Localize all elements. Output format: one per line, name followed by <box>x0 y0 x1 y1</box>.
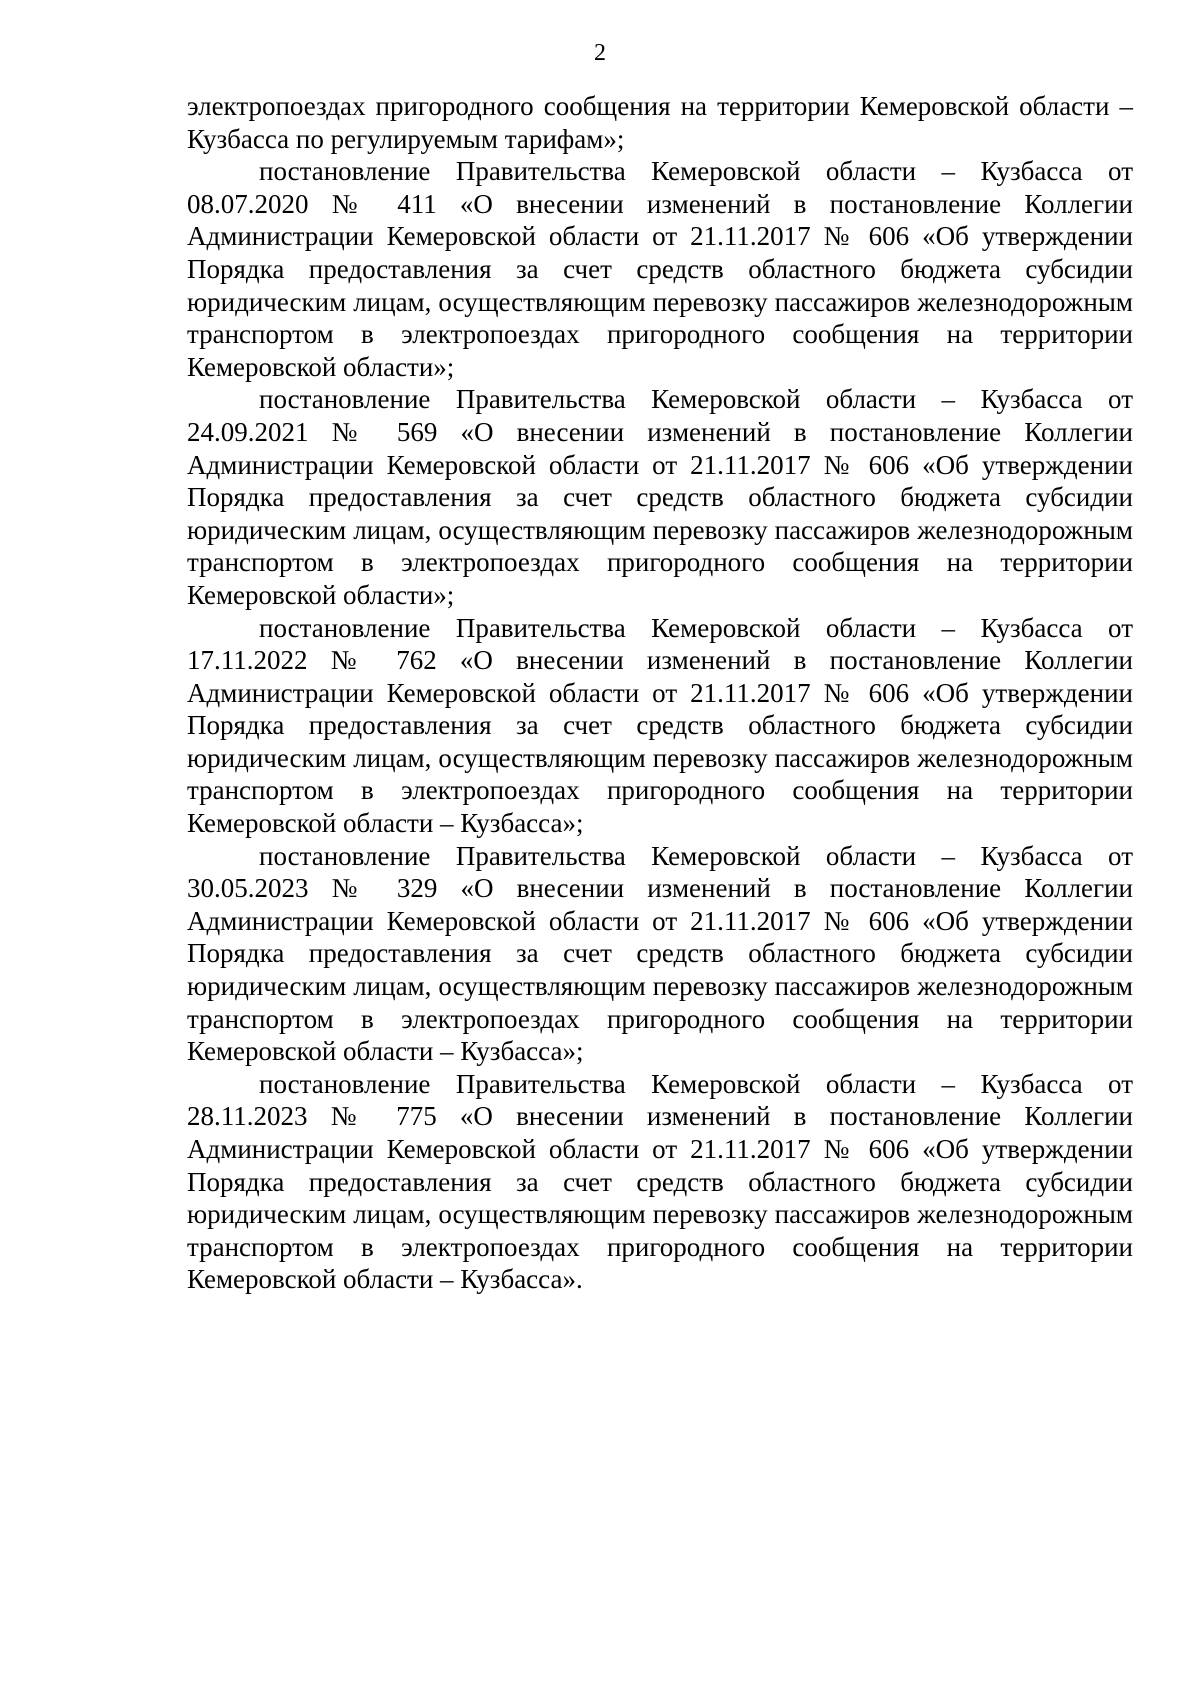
page-number: 2 <box>594 40 606 66</box>
paragraph-continuation: электропоездах пригородного сообщения на территории Кемеровской области – Кузбасса по регулируемым тарифам»; <box>187 91 1133 154</box>
paragraph-resolution-569: постановление Правительства Кемеровской области – Кузбасса от 24.09.2021 № 569 «О внесении изменений в постановление Коллегии Администрации Кемеровской области от 21.11.2017 № 606 «Об утверждении Порядка предоставления за счет средств областного бюджета субсидии юридическим лицам, осуществляющим перевозку пассажиров железнодорожным транспортом в электропоездах пригородного сообщения на территории Кемеровской области»; <box>187 384 1133 610</box>
paragraph-resolution-411: постановление Правительства Кемеровской области – Кузбасса от 08.07.2020 № 411 «О внесении изменений в постановление Коллегии Администрации Кемеровской области от 21.11.2017 № 606 «Об утверждении Порядка предоставления за счет средств областного бюджета субсидии юридическим лицам, осуществляющим перевозку пассажиров железнодорожным транспортом в электропоездах пригородного сообщения на территории Кемеровской области»; <box>187 156 1133 382</box>
paragraph-resolution-762: постановление Правительства Кемеровской области – Кузбасса от 17.11.2022 № 762 «О внесении изменений в постановление Коллегии Администрации Кемеровской области от 21.11.2017 № 606 «Об утверждении Порядка предоставления за счет средств областного бюджета субсидии юридическим лицам, осуществляющим перевозку пассажиров железнодорожным транспортом в электропоездах пригородного сообщения на территории Кемеровской области – Кузбасса»; <box>187 612 1133 839</box>
paragraph-resolution-329: постановление Правительства Кемеровской области – Кузбасса от 30.05.2023 № 329 «О внесении изменений в постановление Коллегии Администрации Кемеровской области от 21.11.2017 № 606 «Об утверждении Порядка предоставления за счет средств областного бюджета субсидии юридическим лицам, осуществляющим перевозку пассажиров железнодорожным транспортом в электропоездах пригородного сообщения на территории Кемеровской области – Кузбасса»; <box>187 840 1133 1067</box>
document-body <box>187 90 1133 1296</box>
paragraph-resolution-775: постановление Правительства Кемеровской области – Кузбасса от 28.11.2023 № 775 «О внесении изменений в постановление Коллегии Администрации Кемеровской области от 21.11.2017 № 606 «Об утверждении Порядка предоставления за счет средств областного бюджета субсидии юридическим лицам, осуществляющим перевозку пассажиров железнодорожным транспортом в электропоездах пригородного сообщения на территории Кемеровской области – Кузбасса». <box>187 1068 1133 1295</box>
